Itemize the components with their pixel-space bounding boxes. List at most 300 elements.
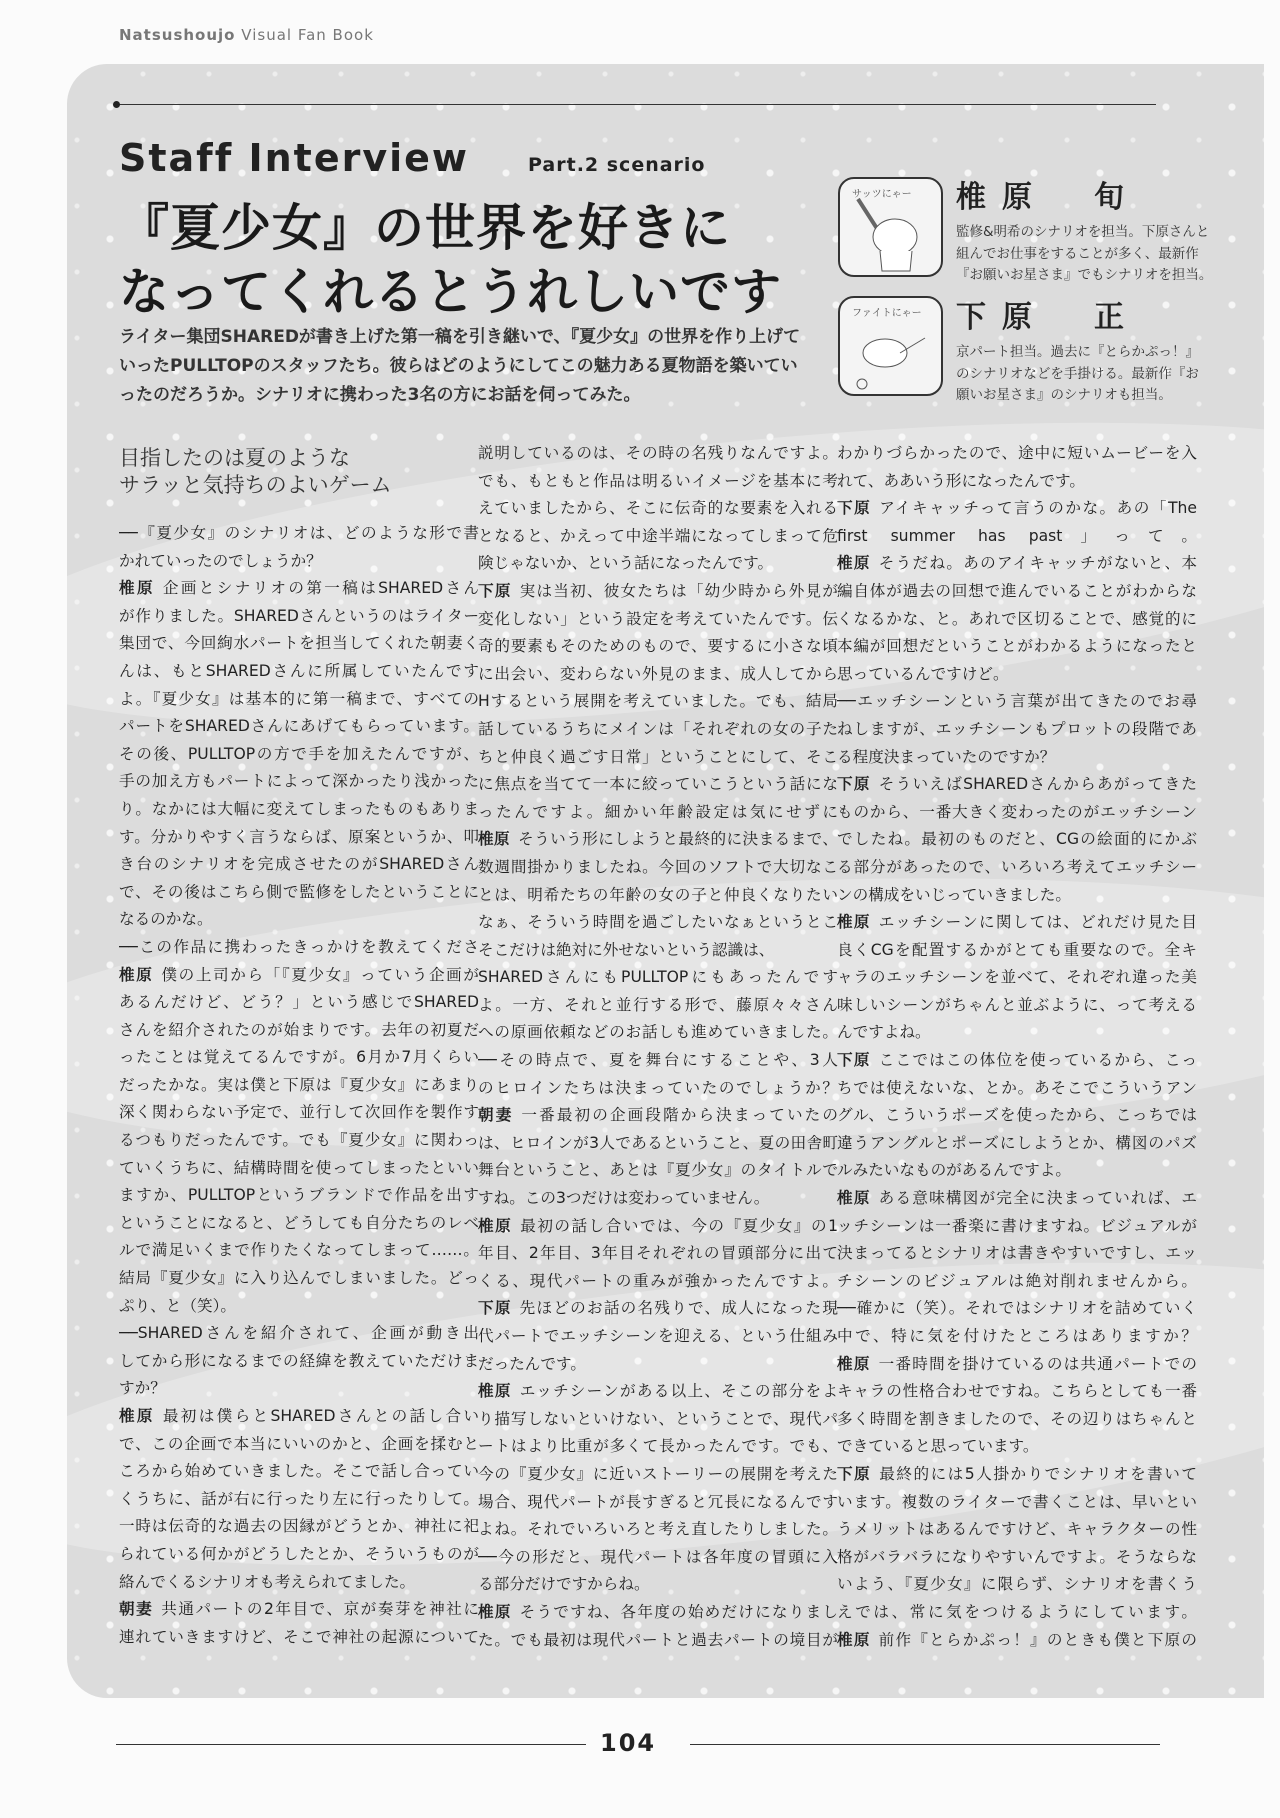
speaker-name: 椎原 [478, 1216, 513, 1235]
text-line [837, 1240, 1197, 1268]
column-lines [119, 520, 479, 1651]
text-line [119, 1513, 479, 1541]
text-line [119, 1458, 479, 1486]
speaker-name: 椎原 [119, 579, 155, 598]
text-line [478, 1130, 838, 1158]
line-text: 前作『とらかぷっ！』のときも僕と下原の [878, 1630, 1197, 1649]
line-text: よ。『夏少女』は基本的に第一稿まで、すべての [119, 689, 479, 708]
text-line [119, 630, 479, 658]
line-text: 企画とシナリオの第一稿はSHAREDさん [162, 579, 479, 598]
line-text: チシーンのビジュアルは絶対削れませんから。 [837, 1271, 1197, 1290]
text-line [478, 1544, 838, 1572]
speaker-name: 椎原 [837, 554, 871, 573]
text-line [837, 1075, 1197, 1103]
text-line [478, 1378, 838, 1406]
section-heading: 目指したのは夏のような [119, 446, 350, 470]
text-line [119, 1044, 479, 1072]
line-text: 多く時間を割きましたので、その辺りはちゃんと [837, 1409, 1197, 1428]
line-text: えでは、常に気をつけるようにしています。 [837, 1602, 1197, 1621]
line-text: なるのかな。 [119, 910, 213, 929]
line-text: 絡んでくるシナリオも考えられてました。 [119, 1572, 416, 1591]
line-text: ぷり、と（笑）。 [119, 1296, 236, 1315]
line-text: Hするという展開を考えていました。でも、結局 [478, 692, 838, 711]
text-line [478, 688, 838, 716]
text-line [478, 1047, 838, 1075]
line-text: 変化しない」という設定を考えていたんです。伝 [478, 609, 838, 628]
line-text: 良くCGを配置するかがとても重要なので。全キ [837, 940, 1197, 959]
line-text: ある意味構図が完全に決まっていれば、エ [878, 1189, 1197, 1208]
line-text: くなるかな、と。あれで区切ることで、感覚的に [837, 609, 1197, 628]
line-text: いよう、『夏少女』に限らず、シナリオを書くう [837, 1575, 1197, 1594]
line-text: んは、もとSHAREDさんに所属していたんです [119, 661, 479, 680]
line-text: さんを紹介されたのが始まりです。去年の初夏だ [119, 1020, 479, 1039]
text-line [119, 1541, 479, 1569]
line-text: わかりづらかったので、途中に短いムービーを入 [837, 444, 1197, 462]
line-text: 説明しているのは、その時の名残りなんですよ。 [478, 444, 838, 462]
line-text: います。複数のライターで書くことは、早いとい [837, 1492, 1197, 1511]
speaker-name: 椎原 [837, 1630, 871, 1649]
text-line [119, 1127, 479, 1155]
line-text: そうですね、各年度の始めだけになりまし [519, 1602, 838, 1621]
footer-line [690, 1744, 1160, 1745]
line-text: ──エッチシーンという言葉が出てきたのでお尋 [837, 692, 1197, 711]
text-line [837, 799, 1197, 827]
text-line [837, 1268, 1197, 1296]
text-line [837, 578, 1197, 606]
line-text: エッチシーンがある以上、そこの部分をよ [519, 1382, 838, 1401]
line-text: んですよね。 [837, 1023, 931, 1042]
line-text: ッチシーンは一番楽に書けますね。ビジュアルが [837, 1216, 1197, 1235]
line-text: でしたね。最初のものだと、CGの絵面的にかぶ [837, 830, 1197, 849]
text-line [119, 1293, 479, 1321]
page-number: 104 [600, 1729, 657, 1757]
line-text: そこだけは絶対に外せないという認識は、 [478, 940, 775, 959]
text-line [837, 550, 1197, 578]
speaker-name: 下原 [837, 775, 871, 794]
speaker-name: 椎原 [837, 1189, 871, 1208]
speaker-name: 椎原 [119, 965, 154, 984]
line-text: ったんですよ。細かい年齢設定は気にせずに [478, 802, 838, 821]
profile-desc-line: 組んでお仕事をすることが多く、最新作 [956, 245, 1199, 262]
text-line [478, 882, 838, 910]
text-line [119, 1210, 479, 1238]
profile-name: 椎原 旬 [956, 180, 1140, 215]
line-text: 一時は伝奇的な過去の因縁がどうとか、神社に祀 [119, 1517, 479, 1536]
line-text: でも、もともと作品は明るいイメージを基本に考 [478, 471, 838, 490]
text-line [837, 468, 1197, 496]
text-line [837, 661, 1197, 689]
text-line [119, 851, 479, 879]
text-line [478, 744, 838, 772]
text-line [837, 826, 1197, 854]
line-text: SHAREDさんにもPULLTOPにもあったんです [478, 968, 838, 987]
text-line [837, 1323, 1197, 1351]
line-text: キャラの性格合わせですね。こちらとしても一番 [837, 1382, 1197, 1401]
text-line [119, 520, 479, 548]
line-text: 決まってるとシナリオは書きやすいですし、エッ [837, 1244, 1197, 1263]
speaker-name: 椎原 [119, 1407, 155, 1425]
text-line [478, 523, 838, 551]
text-line [478, 716, 838, 744]
text-line [837, 1351, 1197, 1379]
divider-line [116, 104, 1156, 105]
line-text: 連れていきますけど、そこで神社の起源について [119, 1627, 479, 1646]
text-line [837, 1130, 1197, 1158]
text-line [119, 603, 479, 631]
text-line [478, 964, 838, 992]
section-heading: サラッと気持ちのよいゲーム [119, 473, 392, 497]
line-text: くる、現代パートの重みが強かったんですよ。 [478, 1271, 838, 1290]
text-line [478, 826, 838, 854]
text-line [837, 633, 1197, 661]
line-text: 最終的には5人掛かりでシナリオを書いて [879, 1464, 1197, 1483]
line-text: ートはより比重が多くて長かったんです。でも、 [478, 1437, 838, 1456]
line-text: ますか、PULLTOPというブランドで作品を出す [119, 1186, 479, 1205]
text-line [837, 716, 1197, 744]
text-line [119, 934, 479, 962]
speaker-name: 下原 [837, 1464, 872, 1483]
line-text: は、ヒロインが3人であるということ、夏の田舎町 [478, 1133, 838, 1152]
text-line [478, 1240, 838, 1268]
line-text: 舞台ということ、あとは『夏少女』のタイトルで [478, 1161, 838, 1180]
text-line [478, 1323, 838, 1351]
text-line [119, 1403, 479, 1431]
text-line [837, 1047, 1197, 1075]
line-text: 話しているうちにメインは「それぞれの女の子た [478, 719, 838, 738]
text-line [837, 1599, 1197, 1627]
line-text: 本編が回想だということがわかるようになったと [837, 637, 1197, 656]
text-line [478, 992, 838, 1020]
line-text: えていましたから、そこに伝奇的な要素を入れる [478, 499, 838, 518]
text-line [837, 1213, 1197, 1241]
text-line [478, 550, 838, 578]
line-text: そういえばSHAREDさんからあがってきた [878, 775, 1197, 794]
text-line [478, 606, 838, 634]
line-text: ルで満足いくまで作りたくなってしまって……。 [119, 1241, 479, 1260]
profile-desc-line: 監修&明希のシナリオを担当。下原さんと [956, 224, 1210, 240]
line-text: first summer has past」って。 [837, 526, 1197, 545]
line-text: に出会い、変わらない外見のまま、成人してから [478, 664, 838, 683]
text-line [837, 771, 1197, 799]
line-text: 最初の話し合いでは、今の『夏少女』の1 [520, 1216, 838, 1235]
line-text: エッチシーンに関しては、どれだけ見た目 [878, 913, 1197, 932]
line-text: 年目、2年目、3年目それぞれの冒頭部分に出て [478, 1244, 838, 1263]
line-text: ということになると、どうしても自分たちのレベ [119, 1213, 479, 1232]
line-text: その後、PULLTOPの方で手を加えたんですが、 [119, 744, 479, 763]
text-line [837, 1378, 1197, 1406]
line-text: だったんです。 [478, 1354, 586, 1373]
line-text: 共通パートの2年目で、京が奏芽を神社に [161, 1600, 479, 1619]
line-text: ──『夏少女』のシナリオは、どのような形で書 [119, 524, 479, 542]
line-text: となると、かえって中途半端になってしまって危 [478, 526, 838, 545]
line-text: る程度決まっていたのですか？ [837, 747, 1056, 766]
line-text: で、その後はこちら側で監修をしたということに [119, 882, 479, 901]
line-text: ねしますが、エッチシーンもプロットの段階であ [837, 719, 1197, 738]
portrait-caption: ファイトにゃー [852, 308, 922, 319]
intro-line: ライター集団SHAREDが書き上げた第一稿を引き継いで、『夏少女』の世界を作り上げて [119, 327, 801, 347]
line-text: すか？ [119, 1379, 166, 1398]
line-text: る部分があったので、いろいろ考えてエッチシー [837, 857, 1197, 876]
text-line [478, 854, 838, 882]
text-line [837, 440, 1197, 468]
column-1 [119, 445, 479, 1651]
text-line [119, 1320, 479, 1348]
text-line [119, 1072, 479, 1100]
line-text: 中で、特に気を付けたところはありますか？ [837, 1327, 1197, 1345]
line-text: 最初は僕らとSHAREDさんとの話し合い [162, 1407, 479, 1425]
line-text: ものから、一番大きく変わったのがエッチシーン [837, 802, 1197, 821]
line-text: ったことは覚えてるんですが。6月か7月くらい [119, 1048, 479, 1067]
line-text: 数週間掛かりましたね。今回のソフトで大切なこ [478, 857, 838, 876]
text-line [478, 495, 838, 523]
text-line [478, 937, 838, 965]
speaker-name: 下原 [478, 1299, 512, 1318]
line-text: 険じゃないか、という話になったんです。 [478, 554, 774, 573]
line-text: るつもりだったんです。でも『夏少女』に関わっ [119, 1131, 479, 1150]
column-lines [478, 440, 838, 1654]
text-line [837, 909, 1197, 937]
line-text: パートをSHAREDさんにあげてもらっています。 [119, 717, 479, 736]
text-line [478, 468, 838, 496]
speaker-name: 椎原 [837, 1354, 871, 1373]
line-text: ャラのエッチシーンを並べて、それぞれ違った美 [837, 968, 1197, 987]
intro-line: いったPULLTOPのスタッフたち。彼らはどのようにしてこの魅力ある夏物語を築いてい [119, 356, 798, 376]
text-line [119, 1624, 479, 1652]
speaker-name: 椎原 [478, 1602, 512, 1621]
article-part: Part.2 scenario [528, 154, 706, 176]
line-text: 奇的要素もそのためのもので、要するに小さな頃 [478, 637, 838, 656]
text-line [119, 1265, 479, 1293]
text-line [119, 1182, 479, 1210]
line-text: への原画依頼などのお話しも進めていきました。 [478, 1023, 838, 1042]
column-3 [837, 440, 1197, 1654]
text-line [119, 1017, 479, 1045]
speaker-name: 下原 [837, 1051, 871, 1070]
line-text: とは、明希たちの年齢の女の子と仲良くなりたい [478, 885, 838, 904]
text-line [837, 937, 1197, 965]
portrait-shiihara [838, 177, 943, 277]
portrait-caption: サッツにゃー [852, 189, 912, 200]
text-line [478, 1627, 838, 1655]
text-line [478, 1351, 838, 1379]
line-text: が作りました。SHAREDさんというのはライター [119, 606, 479, 625]
line-text: られている何かがどうしたとか、そういうものが [119, 1544, 479, 1563]
line-text: ──今の形だと、現代パートは各年度の冒頭に入 [478, 1547, 838, 1566]
text-line [837, 1295, 1197, 1323]
text-line [837, 1627, 1197, 1655]
profile-name: 下原 正 [956, 300, 1140, 335]
text-line [119, 1486, 479, 1514]
text-line [837, 854, 1197, 882]
text-line [119, 796, 479, 824]
line-text: 今の『夏少女』に近いストーリーの展開を考えた [478, 1464, 838, 1483]
line-text: すね。この3つだけは変わっていません。 [478, 1189, 770, 1208]
text-line [478, 661, 838, 689]
speaker-name: 朝妻 [478, 1106, 514, 1125]
line-text: 違うアングルとポーズにしようとか、構図のパズ [837, 1133, 1197, 1152]
text-line [837, 744, 1197, 772]
line-text: くうちに、話が右に行ったり左に行ったりして。 [119, 1489, 479, 1508]
text-line [837, 606, 1197, 634]
line-text: ──SHAREDさんを紹介されて、企画が動き出 [119, 1324, 479, 1343]
text-line [837, 688, 1197, 716]
line-text: 一番最初の企画段階から決まっていたの [521, 1106, 838, 1125]
text-line [478, 1075, 838, 1103]
line-text: る部分だけですからね。 [478, 1575, 650, 1594]
text-line [837, 523, 1197, 551]
column-2 [478, 440, 838, 1654]
speaker-name: 椎原 [837, 913, 871, 932]
profile-desc-line: 願いお星さま』のシナリオも担当。 [956, 387, 1172, 403]
text-line [478, 1406, 838, 1434]
line-text: ルみたいなものがあるんですよ。 [837, 1161, 1071, 1180]
line-text: 味しいシーンがちゃんと並ぶように、って考える [837, 995, 1197, 1014]
text-line [119, 741, 479, 769]
line-text: そういう形にしようと最終的に決まるまで、 [518, 830, 838, 849]
line-text: ここではこの体位を使っているから、こっ [878, 1051, 1197, 1070]
text-line [478, 633, 838, 661]
text-line [478, 1516, 838, 1544]
profile-desc [956, 342, 1199, 407]
line-text: ──この作品に携わったきっかけを教えてくださ [119, 937, 479, 956]
text-line [478, 1489, 838, 1517]
text-line [119, 1596, 479, 1624]
line-text: ちでは使えないな、とか。あそこでこういうアン [837, 1078, 1197, 1097]
line-text: 深く関わらない予定で、並行して次回作を製作す [119, 1103, 479, 1122]
profile-desc-line: 『お願いお星さま』でもシナリオを担当。 [956, 267, 1213, 283]
text-line [119, 962, 479, 990]
text-line [119, 989, 479, 1017]
text-line [119, 1237, 479, 1265]
line-text: ──確かに（笑）。それではシナリオを詰めていく [837, 1299, 1197, 1318]
text-line [478, 1571, 838, 1599]
text-line [478, 1019, 838, 1047]
profile-desc-line: のシナリオなどを手掛ける。最新作『お [956, 365, 1199, 382]
text-line [837, 992, 1197, 1020]
text-line [119, 879, 479, 907]
line-text: だったかな。実は僕と下原は『夏少女』にあまり [119, 1075, 479, 1094]
text-line [837, 1185, 1197, 1213]
line-text: ちと仲良く過ごす日常」ということにして、そこ [478, 747, 838, 766]
text-line [119, 548, 479, 576]
text-line [837, 1102, 1197, 1130]
text-line [837, 882, 1197, 910]
line-text: のヒロインたちは決まっていたのでしょうか？ [478, 1078, 838, 1097]
text-line [119, 768, 479, 796]
line-text: れて、ああいう形になったんです。 [837, 471, 1085, 490]
text-line [478, 771, 838, 799]
speaker-name: 朝妻 [119, 1600, 154, 1619]
text-line [837, 1406, 1197, 1434]
line-text: り描写しないといけない、ということで、現代パ [478, 1409, 838, 1428]
line-text: あるんだけど、どう？」という感じでSHARED [119, 993, 479, 1012]
line-text: かれていったのでしょうか？ [119, 551, 322, 570]
line-text: グル、こういうポーズを使ったから、こっちでは [837, 1106, 1197, 1125]
text-line [119, 575, 479, 603]
article-title: Staff Interview [119, 136, 470, 180]
line-text: で、この企画で本当にいいのかと、企画を揉むと [119, 1434, 479, 1453]
text-line [837, 1019, 1197, 1047]
text-line [478, 1157, 838, 1185]
footer-line [116, 1744, 586, 1745]
column-lines [837, 440, 1197, 1654]
text-line [119, 1431, 479, 1459]
text-line [119, 1375, 479, 1403]
line-text: うメリットはあるんですけど、キャラクターの性 [837, 1520, 1197, 1539]
text-line [478, 1295, 838, 1323]
line-text: た。でも最初は現代パートと過去パートの境目が [478, 1630, 838, 1649]
text-line [837, 964, 1197, 992]
line-text: なぁ、そういう時間を過ごしたいなぁというとこ [478, 913, 838, 932]
line-text: ころから始めていきました。そこで話し合ってい [119, 1462, 479, 1481]
line-text: 編自体が過去の回想で進んでいることがわからな [837, 581, 1197, 600]
line-text: ンの構成をいじっていきました。 [837, 885, 1071, 904]
intro-line: ったのだろうか。シナリオに携わった3名の方にお話を伺ってみた。 [119, 385, 641, 405]
text-line [478, 440, 838, 468]
text-line [119, 713, 479, 741]
text-line [837, 495, 1197, 523]
line-text: 一番時間を掛けているのは共通パートでの [878, 1354, 1197, 1373]
line-text: 場合、現代パートが長すぎると冗長になるんです [478, 1492, 838, 1511]
text-line [478, 1213, 838, 1241]
line-text: よね。それでいろいろと考え直したりしました。 [478, 1520, 838, 1539]
line-text: り。なかには大幅に変えてしまったものもありま [119, 799, 479, 818]
speaker-name: 下原 [478, 581, 512, 600]
speaker-name: 下原 [837, 499, 872, 518]
text-line [119, 1155, 479, 1183]
line-text: してから形になるまでの経緯を教えていただけま [119, 1351, 479, 1370]
text-line [837, 1157, 1197, 1185]
line-text: ──その時点で、夏を舞台にすることや、3人 [478, 1051, 838, 1070]
line-text: に焦点を当てて一本に絞っていこうという話にな [478, 775, 838, 794]
line-text: アイキャッチって言うのかな。あの「The [879, 499, 1197, 518]
text-line [119, 824, 479, 852]
running-head-book: Visual Fan Book [241, 26, 374, 44]
text-line [119, 1099, 479, 1127]
line-text: できていると思っています。 [837, 1437, 1039, 1456]
text-line [478, 799, 838, 827]
line-text: ていくうちに、結構時間を使ってしまったといい [119, 1158, 479, 1177]
text-line [478, 1102, 838, 1130]
portrait-shimohara [838, 296, 943, 396]
line-text: 代パートでエッチシーンを迎える、という仕組み [478, 1327, 838, 1345]
line-text: そうだね。あのアイキャッチがないと、本 [878, 554, 1197, 573]
line-text: 集団で、今回絢水パートを担当してくれた朝妻く [119, 634, 479, 653]
text-line [837, 1489, 1197, 1517]
line-text: す。分かりやすく言うならば、原案というか、叩 [119, 827, 479, 846]
line-text: 思っているんですけど。 [837, 664, 1009, 683]
line-text: 結局『夏少女』に入り込んでしまいました。どっ [119, 1269, 479, 1288]
text-line [837, 1461, 1197, 1489]
speaker-name: 椎原 [478, 830, 511, 849]
speaker-name: 椎原 [478, 1382, 512, 1401]
text-line [119, 906, 479, 934]
text-line [478, 1433, 838, 1461]
line-text: 実は当初、彼女たちは「幼少時から外見が [519, 581, 838, 600]
text-line [478, 1185, 838, 1213]
text-line [478, 1599, 838, 1627]
text-line [119, 1348, 479, 1376]
line-text: き台のシナリオを完成させたのがSHAREDさん [119, 855, 479, 874]
text-line [837, 1433, 1197, 1461]
headline-line: なってくれるとうれしいです [119, 263, 782, 321]
running-head [119, 26, 374, 44]
text-line [837, 1544, 1197, 1572]
line-text: よ。一方、それと並行する形で、藤原々々さん [478, 995, 838, 1014]
line-text: 格がバラバラになりやすいんですよ。そうならな [837, 1547, 1197, 1566]
line-text: 僕の上司から「『夏少女』っていう企画が [161, 965, 479, 984]
headline-line: 『夏少女』の世界を好きに [119, 199, 731, 257]
